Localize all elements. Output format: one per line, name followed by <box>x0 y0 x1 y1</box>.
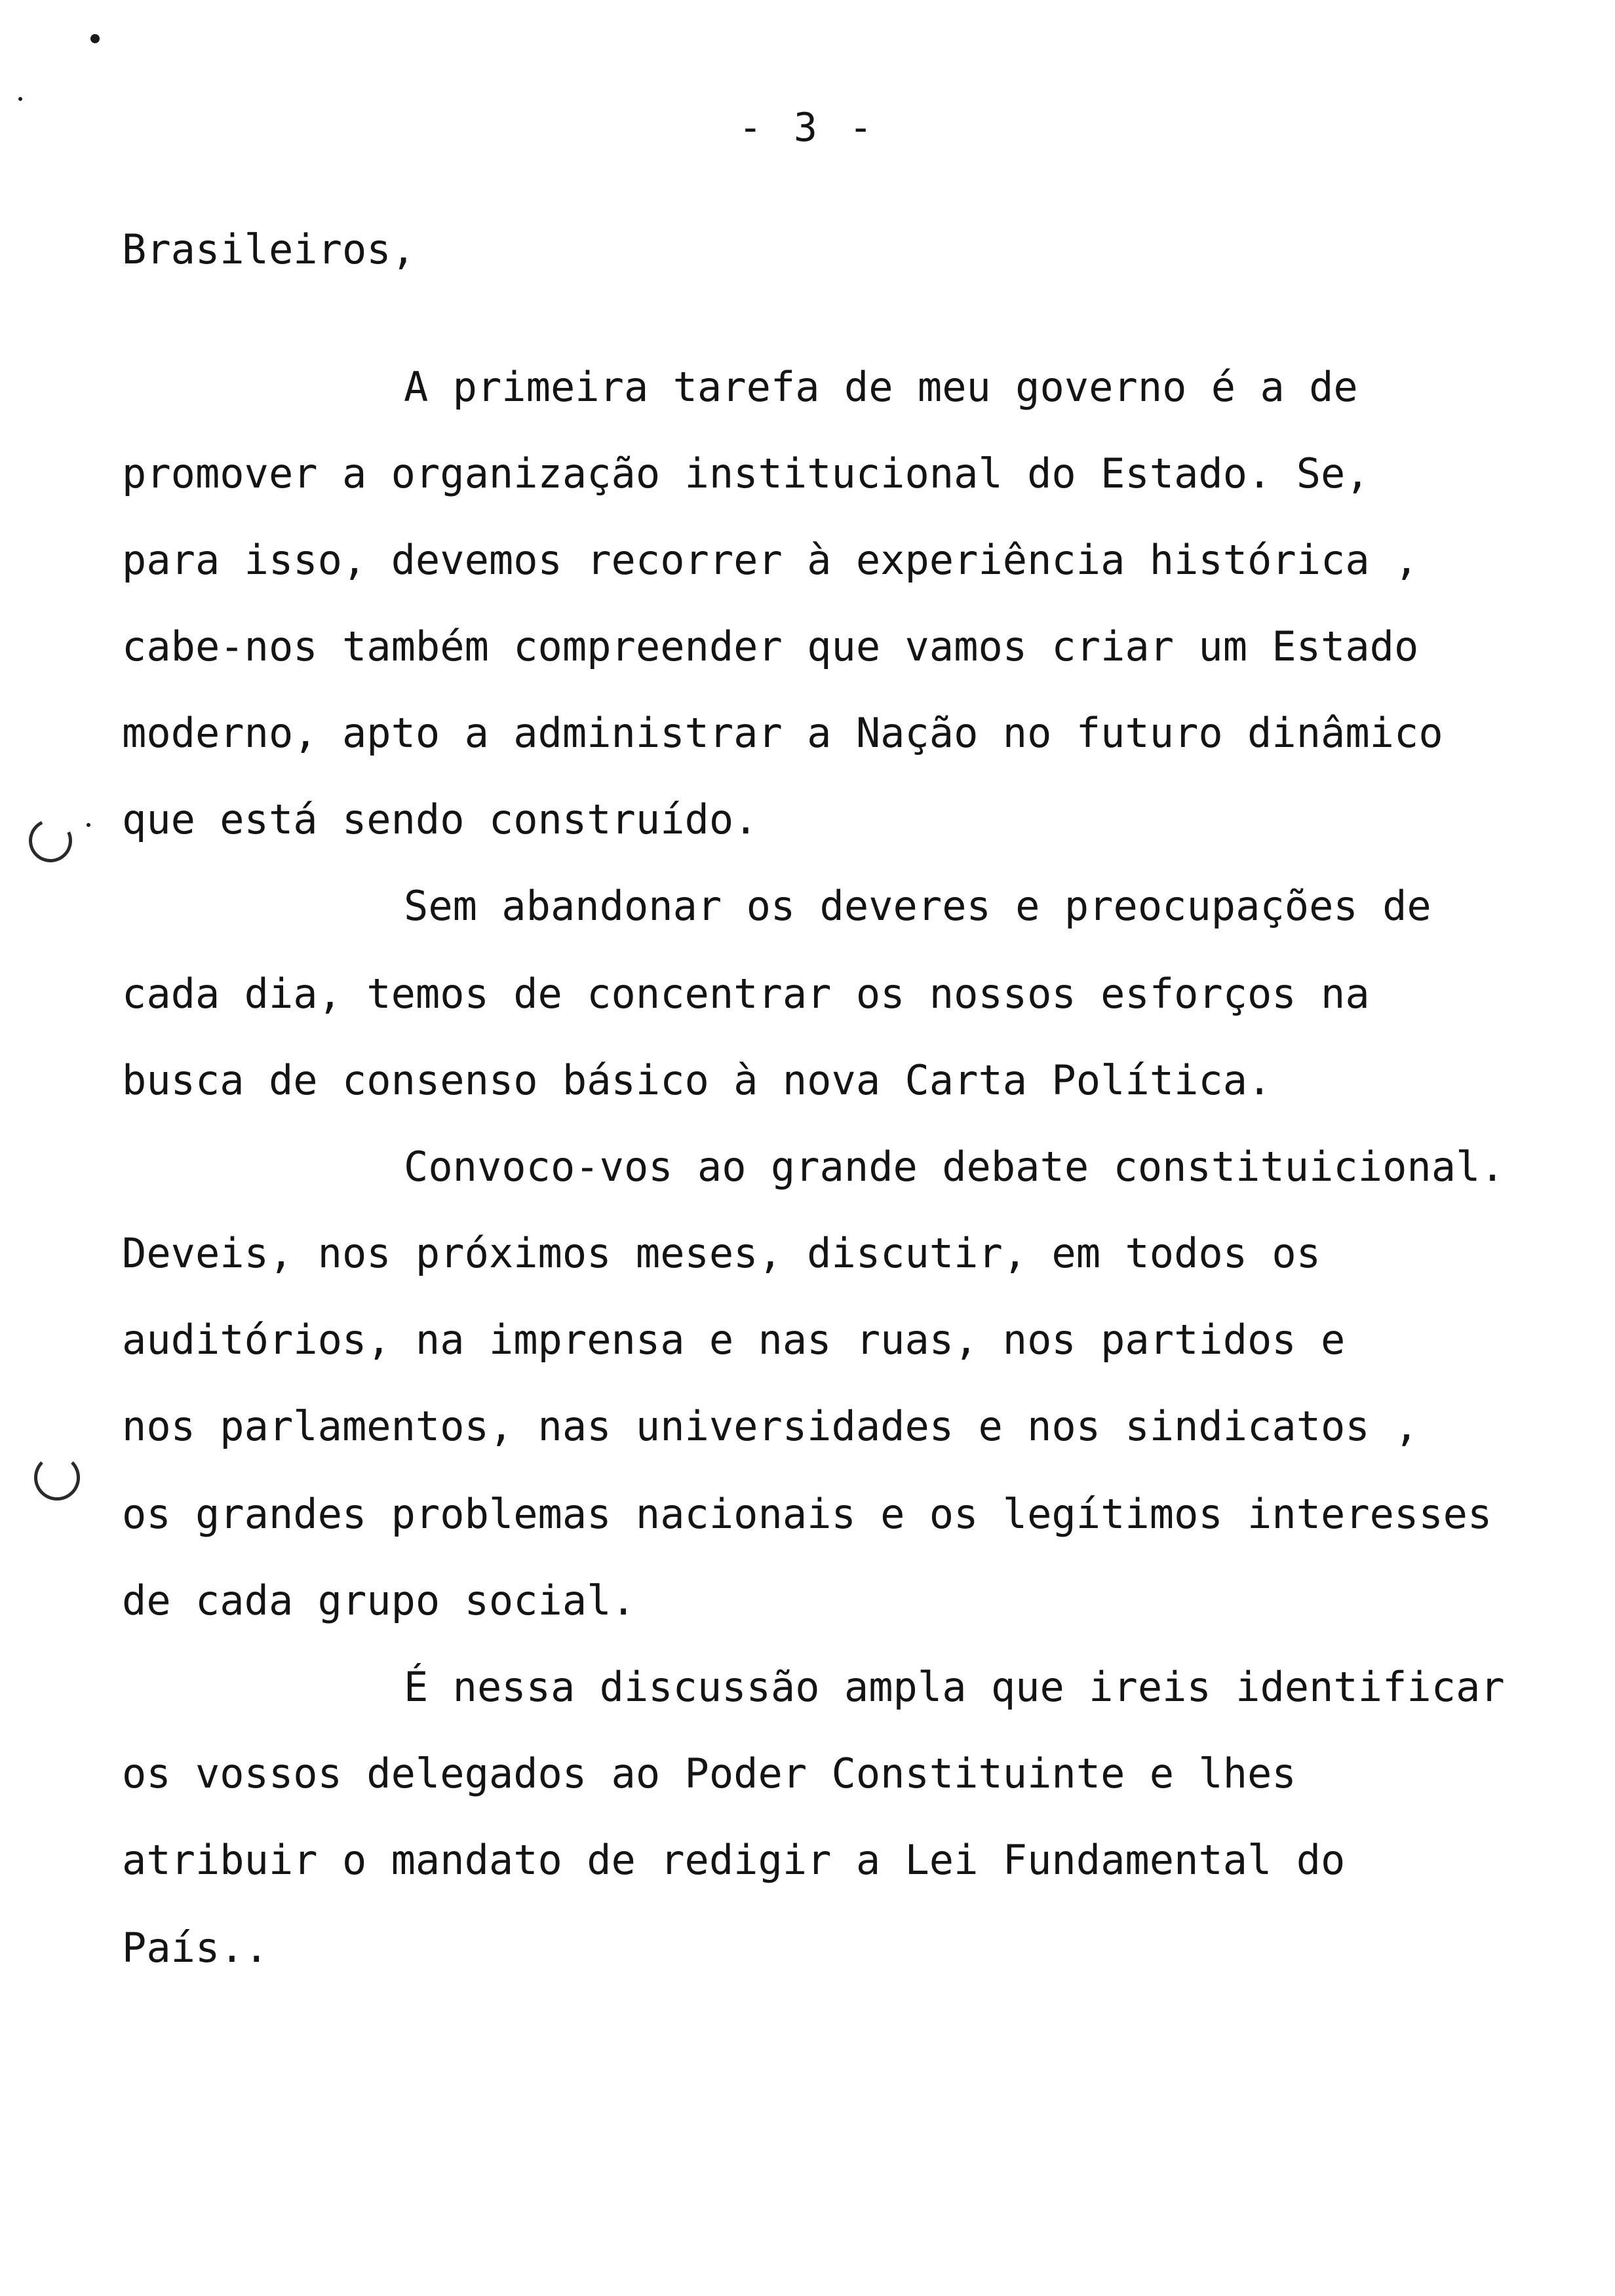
paragraph-line: os grandes problemas nacionais e os legítimos interesses <box>122 1490 1492 1538</box>
punch-hole-mark <box>34 1455 80 1501</box>
paragraph-line: cabe-nos também compreender que vamos criar um Estado <box>122 622 1419 670</box>
paragraph-line: A primeira tarefa de meu governo é a de <box>404 363 1358 411</box>
paragraph-line: Deveis, nos próximos meses, discutir, em todos os <box>122 1229 1321 1277</box>
paragraph-line: os vossos delegados ao Poder Constituinte e lhes <box>122 1750 1296 1797</box>
paragraph-line: cada dia, temos de concentrar os nossos esforços na <box>122 970 1370 1018</box>
punch-hole-mark <box>23 813 79 869</box>
salutation: Brasileiros, <box>122 225 416 273</box>
paragraph-line: Convoco-vos ao grande debate constituicional. <box>404 1143 1505 1191</box>
paragraph-line: moderno, apto a administrar a Nação no futuro dinâmico <box>122 709 1443 757</box>
paragraph-line: Sem abandonar os deveres e preocupações de <box>404 882 1431 930</box>
paragraph-line: promover a organização institucional do Estado. Se, <box>122 450 1370 497</box>
paragraph-line: País.. <box>122 1924 269 1972</box>
paragraph-line: que está sendo construído. <box>122 795 758 843</box>
paragraph-line: busca de consenso básico à nova Carta Política. <box>122 1056 1272 1104</box>
paragraph-line: de cada grupo social. <box>122 1577 636 1624</box>
page-number: - 3 - <box>738 105 877 151</box>
paragraph-line: nos parlamentos, nas universidades e nos sindicatos , <box>122 1402 1419 1450</box>
paragraph-line: para isso, devemos recorrer à experiência histórica , <box>122 536 1419 584</box>
paragraph-line: atribuir o mandato de redigir a Lei Fundamental do <box>122 1836 1346 1884</box>
paragraph-line: auditórios, na imprensa e nas ruas, nos partidos e <box>122 1316 1346 1364</box>
scan-speck <box>87 823 90 827</box>
paragraph-line: É nessa discussão ampla que ireis identificar <box>404 1663 1505 1711</box>
scan-dot <box>90 34 100 43</box>
scan-speck <box>18 97 22 101</box>
